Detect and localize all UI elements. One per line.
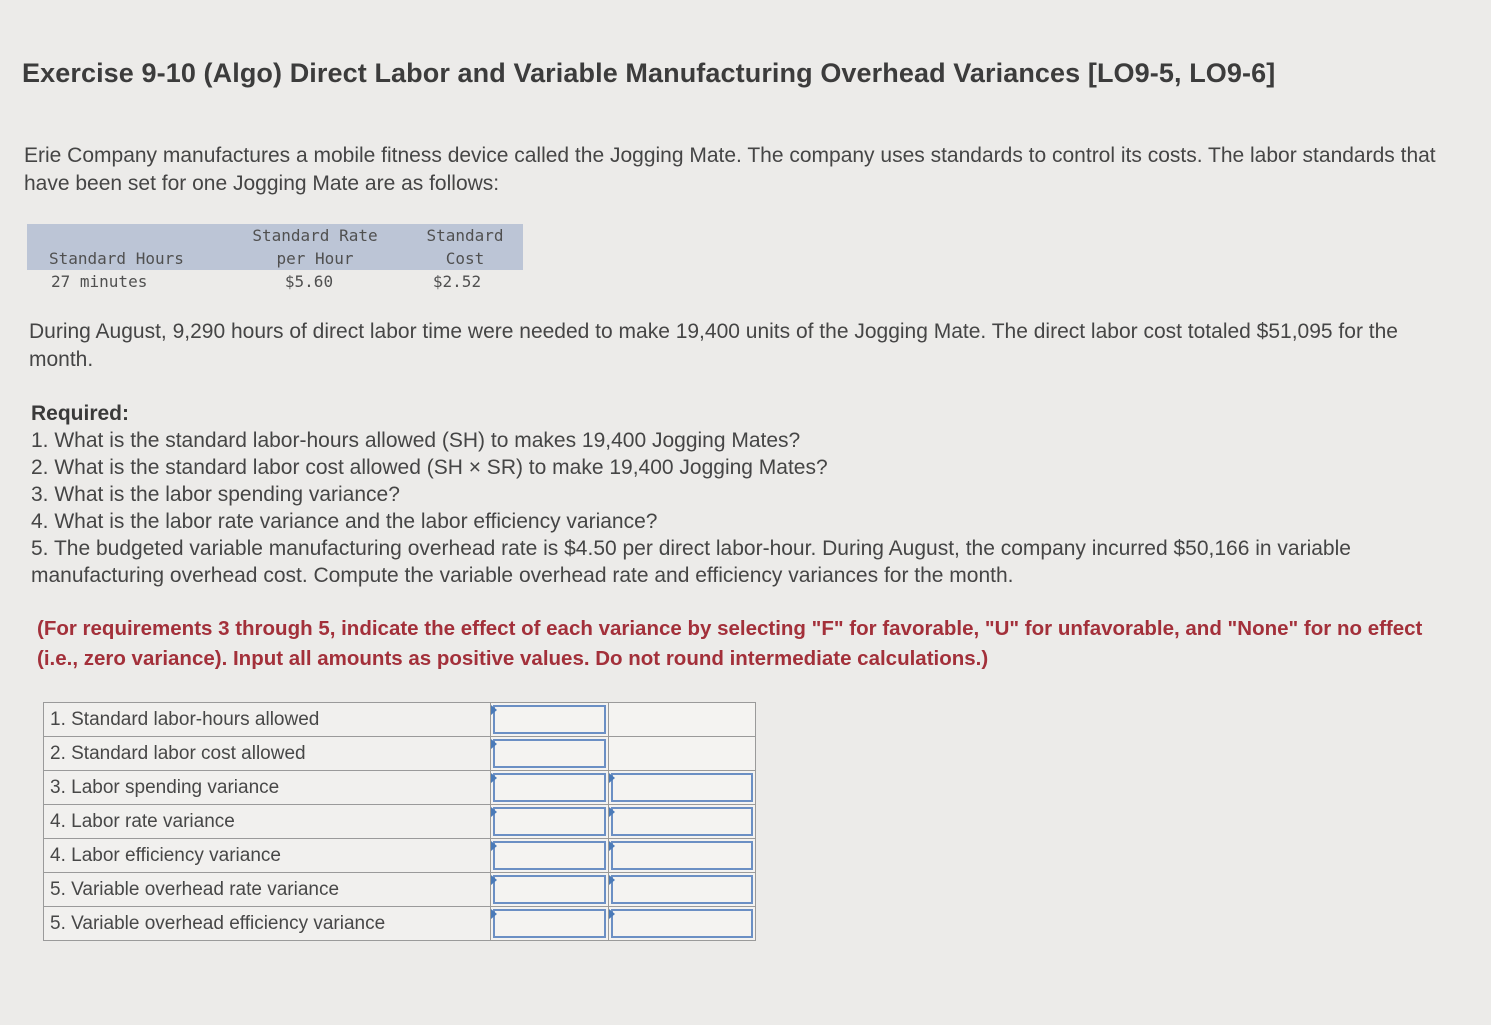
input-marker-icon bbox=[491, 807, 497, 817]
effect-cell bbox=[609, 737, 756, 771]
answer-row bbox=[44, 737, 756, 771]
header-rate-line2: per Hour bbox=[276, 249, 354, 268]
amount-cell bbox=[491, 839, 609, 873]
effect-select[interactable] bbox=[611, 875, 753, 904]
value-standard-cost: $2.52 bbox=[432, 272, 482, 291]
input-marker-icon bbox=[491, 739, 497, 749]
header-rate-line1: Standard Rate bbox=[252, 226, 378, 245]
dropdown-marker-icon bbox=[609, 773, 615, 783]
amount-input[interactable] bbox=[493, 773, 606, 802]
header-standard-rate bbox=[239, 224, 391, 270]
effect-cell bbox=[609, 805, 756, 839]
required-list bbox=[31, 427, 1451, 589]
answer-table bbox=[43, 702, 756, 941]
amount-cell bbox=[491, 703, 609, 737]
effect-select[interactable] bbox=[611, 807, 753, 836]
input-marker-icon bbox=[491, 875, 497, 885]
required-item: 2. What is the standard labor cost allowed (SH × SR) to make 19,400 Jogging Mates? bbox=[31, 456, 828, 479]
required-item: 1. What is the standard labor-hours allowed (SH) to makes 19,400 Jogging Mates? bbox=[31, 429, 801, 452]
answer-row-label: 4. Labor rate variance bbox=[44, 805, 491, 839]
amount-input[interactable] bbox=[493, 807, 606, 836]
amount-cell bbox=[491, 771, 609, 805]
answer-row-label: 3. Labor spending variance bbox=[44, 771, 491, 805]
standards-data-row bbox=[27, 270, 523, 296]
input-marker-icon bbox=[491, 773, 497, 783]
effect-cell bbox=[609, 771, 756, 805]
instructions-note: (For requirements 3 through 5, indicate the effect of each variance by selecting "F" for favorable, "U" for unfavorable, and "None" for no effect (i.e., zero variance). Input all amounts as positive values. Do not round intermediate calculations.) bbox=[37, 617, 1423, 670]
answer-row bbox=[44, 839, 756, 873]
effect-select[interactable] bbox=[611, 773, 753, 802]
amount-cell bbox=[491, 805, 609, 839]
effect-cell bbox=[609, 873, 756, 907]
answer-row-label: 5. Variable overhead rate variance bbox=[44, 873, 491, 907]
answer-row-label: 2. Standard labor cost allowed bbox=[44, 737, 491, 771]
answer-row-label: 1. Standard labor-hours allowed bbox=[44, 703, 491, 737]
amount-cell bbox=[491, 737, 609, 771]
input-marker-icon bbox=[491, 705, 497, 715]
answer-row bbox=[44, 805, 756, 839]
answer-row bbox=[44, 771, 756, 805]
answer-row bbox=[44, 907, 756, 941]
required-item: 3. What is the labor spending variance? bbox=[31, 483, 400, 506]
input-marker-icon bbox=[491, 841, 497, 851]
answer-row-label: 5. Variable overhead efficiency variance bbox=[44, 907, 491, 941]
dropdown-marker-icon bbox=[609, 875, 615, 885]
value-standard-rate: $5.60 bbox=[284, 272, 334, 291]
amount-cell bbox=[491, 873, 609, 907]
required-item: 4. What is the labor rate variance and the labor efficiency variance? bbox=[31, 510, 658, 533]
august-data-paragraph: During August, 9,290 hours of direct labor time were needed to make 19,400 units of the Jogging Mate. The direct labor cost totaled $51,095 for the month. bbox=[29, 320, 1398, 371]
amount-input[interactable] bbox=[493, 875, 606, 904]
required-heading: Required: bbox=[31, 402, 130, 425]
amount-input[interactable] bbox=[493, 909, 606, 938]
dropdown-marker-icon bbox=[609, 909, 615, 919]
header-standard-hours: Standard Hours bbox=[49, 249, 184, 268]
header-cost-line1: Standard bbox=[426, 226, 504, 245]
intro-paragraph: Erie Company manufactures a mobile fitness device called the Jogging Mate. The company uses standards to control its costs. The labor standards that have been set for one Jogging Mate are as follows: bbox=[24, 144, 1436, 195]
effect-cell bbox=[609, 839, 756, 873]
answer-row bbox=[44, 703, 756, 737]
amount-cell bbox=[491, 907, 609, 941]
effect-cell bbox=[609, 703, 756, 737]
exercise-title: Exercise 9-10 (Algo) Direct Labor and Variable Manufacturing Overhead Variances [LO9-5, LO9-6] bbox=[22, 58, 1276, 88]
amount-input[interactable] bbox=[493, 739, 606, 768]
labor-standards-table bbox=[27, 224, 523, 296]
effect-select[interactable] bbox=[611, 841, 753, 870]
header-cost-line2: Cost bbox=[445, 249, 485, 268]
amount-input[interactable] bbox=[493, 841, 606, 870]
required-section bbox=[31, 400, 1451, 589]
standards-header-row bbox=[27, 224, 523, 270]
input-marker-icon bbox=[491, 909, 497, 919]
value-standard-hours: 27 minutes bbox=[51, 272, 148, 291]
dropdown-marker-icon bbox=[609, 841, 615, 851]
required-item: 5. The budgeted variable manufacturing overhead rate is $4.50 per direct labor-hour. During August, the company incurred $50,166 in variable manufacturing overhead cost. Compute the variable overhead rate and efficiency variances for the month. bbox=[31, 537, 1351, 587]
effect-select[interactable] bbox=[611, 909, 753, 938]
dropdown-marker-icon bbox=[609, 807, 615, 817]
amount-input[interactable] bbox=[493, 705, 606, 734]
answer-row-label: 4. Labor efficiency variance bbox=[44, 839, 491, 873]
effect-cell bbox=[609, 907, 756, 941]
answer-row bbox=[44, 873, 756, 907]
header-standard-cost bbox=[415, 224, 515, 270]
